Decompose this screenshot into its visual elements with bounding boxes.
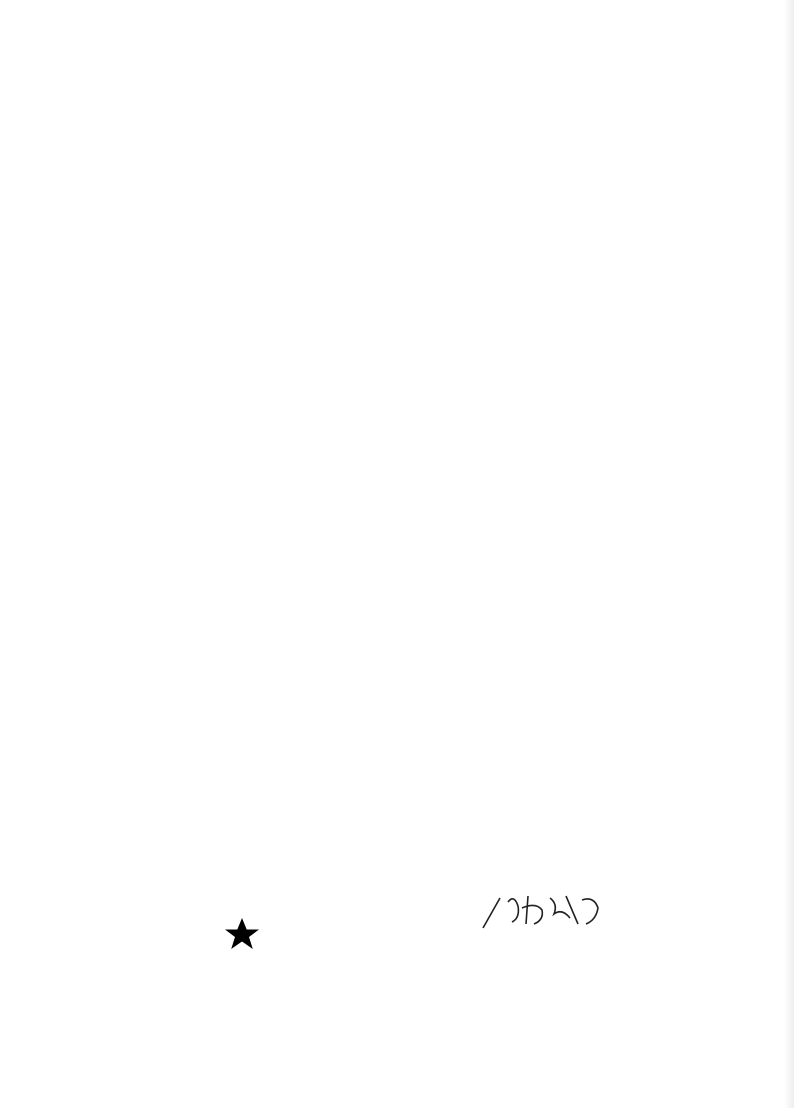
personal-stamp xyxy=(532,876,606,950)
company-seal xyxy=(172,866,312,1006)
page-edge-shadow xyxy=(784,0,794,1108)
seal-star-icon xyxy=(225,918,259,949)
